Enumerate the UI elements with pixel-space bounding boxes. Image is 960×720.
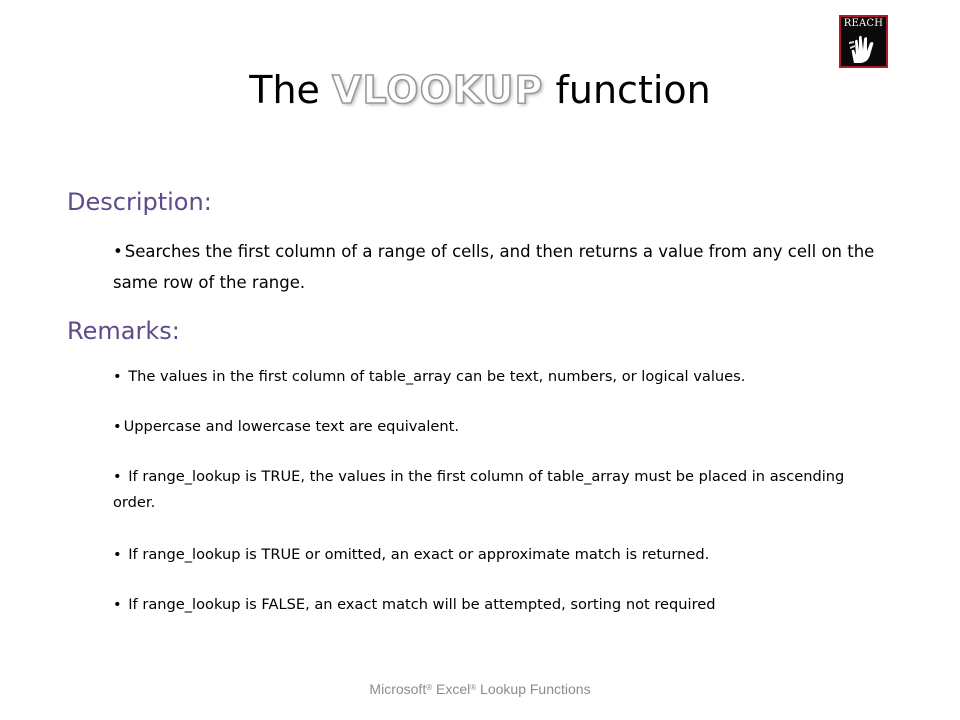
- remark-item: [113, 364, 913, 390]
- reach-logo: [839, 15, 888, 68]
- remark-text: If range_lookup is FALSE, an exact match will be attempted, sorting not required: [128, 596, 716, 613]
- registered-mark: ®: [470, 683, 477, 692]
- remark-item: [113, 542, 913, 568]
- remarks-heading: Remarks:: [67, 317, 180, 345]
- remark-text: If range_lookup is TRUE or omitted, an exact or approximate match is returned.: [128, 546, 710, 563]
- footer-rest: Lookup Functions: [480, 681, 591, 697]
- bullet-icon: •: [113, 468, 122, 485]
- remark-item: [113, 414, 913, 440]
- registered-mark: ®: [426, 683, 433, 692]
- bullet-icon: •: [113, 596, 122, 613]
- remark-text: The values in the first column of table_array can be text, numbers, or logical values.: [128, 368, 746, 385]
- remarks-list: [113, 364, 913, 642]
- remark-item: [113, 464, 883, 516]
- logo-text: REACH: [843, 18, 884, 29]
- footer-brand-excel: Excel: [436, 681, 471, 697]
- title-function-name: VLOOKUP: [332, 68, 544, 112]
- bullet-icon: •: [113, 546, 122, 563]
- bullet-icon: •: [113, 242, 123, 261]
- description-list: [113, 236, 913, 298]
- footer-brand-microsoft: Microsoft: [369, 681, 427, 697]
- title-prefix: The: [249, 68, 320, 112]
- remark-text: If range_lookup is TRUE, the values in the first column of table_array must be placed in ascending order.: [113, 468, 845, 511]
- slide-title: [0, 62, 960, 118]
- title-suffix: function: [555, 68, 711, 112]
- description-text: Searches the first column of a range of cells, and then returns a value from any cell on the same row of the range.: [113, 242, 875, 292]
- bullet-icon: •: [113, 368, 122, 385]
- remark-text: Uppercase and lowercase text are equivalent.: [123, 418, 459, 435]
- hand-icon: [847, 33, 883, 65]
- description-heading: Description:: [67, 188, 212, 216]
- description-item: [113, 236, 913, 298]
- remark-item: [113, 592, 913, 618]
- footer: [0, 679, 960, 699]
- bullet-icon: •: [113, 418, 122, 435]
